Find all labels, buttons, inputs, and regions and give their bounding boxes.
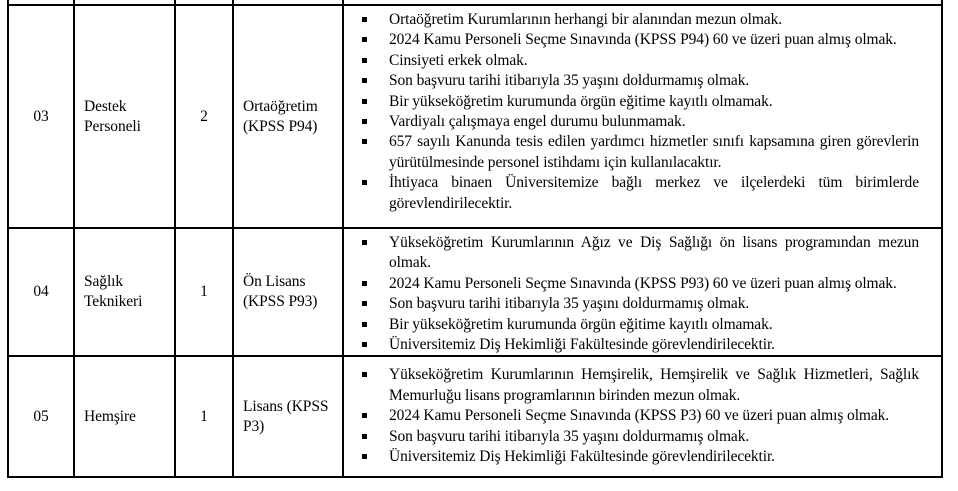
- quota-count-cell: 1: [175, 228, 233, 356]
- quota-count-cell: 1: [175, 356, 233, 477]
- row-number-cell: 05: [8, 356, 74, 477]
- bullet-square-icon: [362, 281, 367, 286]
- requirement-text: Son başvuru tarihi itibarıyla 35 yaşını doldurmamış olmak.: [389, 295, 750, 313]
- row-number-cell: 04: [8, 228, 74, 356]
- table-row-05: [8, 356, 942, 477]
- requirement-item: [344, 406, 941, 426]
- requirement-item: [344, 71, 941, 91]
- requirement-item: [344, 294, 941, 314]
- bullet-square-icon: [362, 17, 367, 22]
- requirement-text: Bir yükseköğretim kurumunda örgün eğitime kayıtlı olmamak.: [389, 315, 773, 333]
- requirement-text: Cinsiyeti erkek olmak.: [389, 51, 528, 69]
- bullet-square-icon: [362, 434, 367, 439]
- requirement-text: Yükseköğretim Kurumlarının Hemşirelik, Hemşirelik ve Sağlık Hizmetleri, Sağlık Memurluğu lisans programlarının birinden mezun olmak.: [389, 366, 919, 404]
- bullet-square-icon: [362, 99, 367, 104]
- bullet-square-icon: [362, 342, 367, 347]
- position-title-cell: Hemşire: [74, 356, 175, 477]
- requirement-text: Vardiyalı çalışmaya engel durumu bulunmamak.: [389, 113, 686, 131]
- requirement-item: [344, 427, 941, 447]
- requirement-item: [344, 365, 941, 406]
- position-title-cell: Sağlık Teknikeri: [74, 228, 175, 356]
- requirement-text: Ortaöğretim Kurumlarının herhangi bir alanından mezun olmak.: [389, 11, 783, 28]
- table-row-04: [8, 228, 942, 356]
- job-postings-table: [7, 0, 943, 478]
- requirement-item: [344, 335, 941, 355]
- requirement-item: [344, 51, 941, 71]
- quota-count-cell: 2: [175, 5, 233, 228]
- education-level-cell: Ortaöğretim (KPSS P94): [233, 5, 343, 228]
- bullet-square-icon: [362, 78, 367, 83]
- bullet-square-icon: [362, 180, 367, 185]
- requirement-text: 2024 Kamu Personeli Seçme Sınavında (KPSS P94) 60 ve üzeri puan almış olmak.: [389, 31, 897, 49]
- requirement-text: Bir yükseköğretim kurumunda örgün eğitime kayıtlı olmamak.: [389, 92, 773, 110]
- bullet-square-icon: [362, 413, 367, 418]
- education-level-cell: Lisans (KPSS P3): [233, 356, 343, 477]
- requirement-text: 2024 Kamu Personeli Seçme Sınavında (KPSS P93) 60 ve üzeri puan almış olmak.: [389, 274, 897, 292]
- position-title-cell: Destek Personeli: [74, 5, 175, 228]
- requirement-text: Yükseköğretim Kurumlarının Ağız ve Diş Sağlığı ön lisans programından mezun olmak.: [389, 234, 919, 272]
- requirement-item: [344, 233, 941, 274]
- bullet-square-icon: [362, 37, 367, 42]
- requirement-item: [344, 274, 941, 294]
- bullet-square-icon: [362, 322, 367, 327]
- requirement-item: [344, 30, 941, 50]
- requirement-text: 2024 Kamu Personeli Seçme Sınavında (KPSS P3) 60 ve üzeri puan almış olmak.: [389, 407, 890, 425]
- bullet-square-icon: [362, 139, 367, 144]
- requirement-item: [344, 315, 941, 335]
- bullet-square-icon: [362, 119, 367, 124]
- bullet-square-icon: [362, 240, 367, 245]
- bullet-square-icon: [362, 301, 367, 306]
- requirement-item: [344, 112, 941, 132]
- requirement-text: İhtiyaca binaen Üniversitemize bağlı merkez ve ilçelerdeki tüm birimlerde görevlendirilecektir.: [389, 174, 919, 212]
- requirement-item: [344, 92, 941, 112]
- requirement-item: [344, 10, 941, 30]
- bullet-square-icon: [362, 58, 367, 63]
- table-row-03: [8, 5, 942, 228]
- education-level-cell: Ön Lisans (KPSS P93): [233, 228, 343, 356]
- requirement-text: Son başvuru tarihi itibarıyla 35 yaşını doldurmamış olmak.: [389, 72, 750, 90]
- requirement-item: [344, 447, 941, 467]
- requirement-text: Üniversitemiz Diş Hekimliği Fakültesinde görevlendirilecektir.: [389, 336, 775, 354]
- bullet-square-icon: [362, 372, 367, 377]
- bullet-square-icon: [362, 454, 367, 459]
- requirement-text: Üniversitemiz Diş Hekimliği Fakültesinde görevlendirilecektir.: [389, 448, 775, 466]
- requirement-text: Son başvuru tarihi itibarıyla 35 yaşını doldurmamış olmak.: [389, 427, 750, 445]
- requirements-cell: [343, 5, 942, 228]
- requirement-item: [344, 173, 941, 214]
- requirement-item: [344, 132, 941, 173]
- requirements-cell: [343, 356, 942, 477]
- row-number-cell: 03: [8, 5, 74, 228]
- requirements-cell: [343, 228, 942, 356]
- requirement-text: 657 sayılı Kanunda tesis edilen yardımcı hizmetler sınıfı kapsamına giren görevlerin yürütülmesinde personel istihdamı için kullanılacaktır.: [389, 133, 919, 171]
